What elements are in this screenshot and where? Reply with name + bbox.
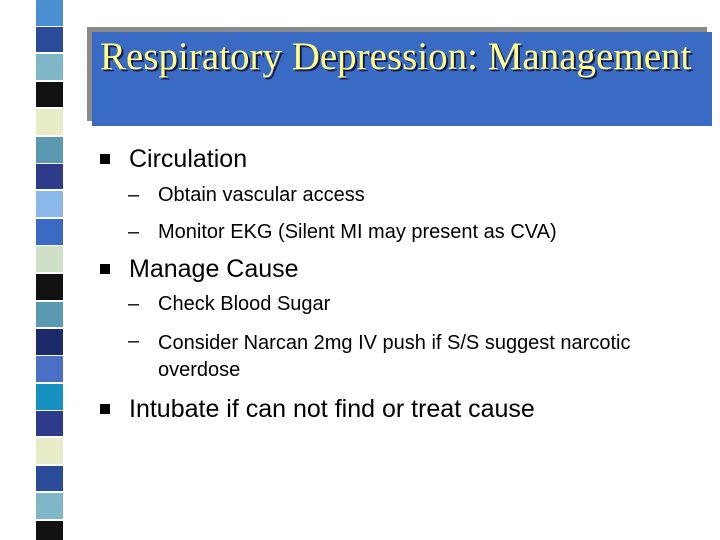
stripe <box>36 54 63 80</box>
slide-title: Respiratory Depression: Management <box>100 35 692 78</box>
stripe <box>36 411 63 436</box>
bullet-heading: Manage Cause <box>129 255 299 283</box>
sub-bullet: Consider Narcan 2mg IV push if S/S suggest narcotic overdose <box>158 332 631 381</box>
stripe <box>36 384 63 410</box>
stripe <box>36 27 63 52</box>
stripe <box>36 274 63 300</box>
stripe <box>36 191 63 217</box>
stripe <box>36 246 63 272</box>
bullet-heading: Intubate if can not find or treat cause <box>129 395 535 423</box>
bullet-heading: Circulation <box>129 145 248 173</box>
dash-icon: – <box>128 221 140 243</box>
decorative-stripe-bar <box>0 0 72 540</box>
stripe <box>36 356 63 382</box>
dash-icon: – <box>128 330 140 352</box>
stripe <box>36 302 63 327</box>
stripe <box>36 329 63 355</box>
stripe <box>36 493 63 519</box>
stripe <box>36 438 63 464</box>
stripe <box>36 0 63 26</box>
sub-bullet: Obtain vascular access <box>158 184 365 206</box>
stripe <box>36 521 63 540</box>
dash-icon: – <box>128 293 140 315</box>
stripe <box>36 109 63 135</box>
stripe <box>36 219 63 245</box>
sub-bullet: Check Blood Sugar <box>158 293 331 315</box>
sub-bullet: Monitor EKG (Silent MI may present as CVA) <box>158 221 557 243</box>
bullet-square-icon <box>100 404 110 414</box>
title-box <box>87 27 707 127</box>
dash-icon: – <box>128 184 140 206</box>
stripe <box>36 466 63 491</box>
stripe <box>36 137 63 163</box>
stripe <box>36 82 63 107</box>
bullet-square-icon <box>100 264 110 274</box>
bullet-square-icon <box>100 154 110 164</box>
stripe <box>36 164 63 189</box>
